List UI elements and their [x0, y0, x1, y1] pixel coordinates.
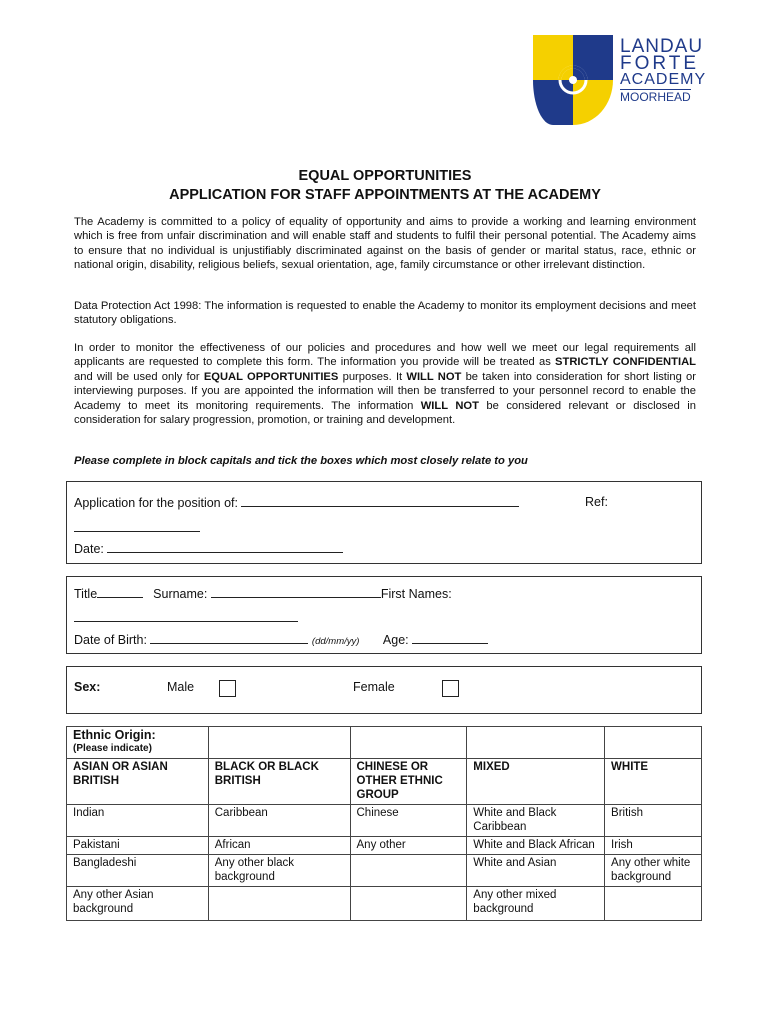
first-names-label: First Names:: [380, 587, 452, 601]
table-row: [67, 855, 702, 887]
instruction-text: Please complete in block capitals and tick the boxes which most closely relate to you: [74, 455, 528, 467]
title-input[interactable]: [97, 586, 143, 598]
table-row: [67, 837, 702, 855]
first-names-input[interactable]: [74, 610, 298, 622]
age-label: Age:: [382, 633, 409, 647]
position-label: Application for the position of:: [74, 496, 238, 510]
monitoring-text-1: In order to monitor the effectiveness of our policies and procedures and how well we meet our legal requirements all applicants are requested to complete this form. The information you provide will be treated as: [74, 342, 696, 369]
logo-line-1: LANDAU: [620, 36, 704, 57]
sex-label: Sex:: [74, 680, 101, 694]
personal-details-box: [66, 576, 702, 654]
page-subtitle: APPLICATION FOR STAFF APPOINTMENTS AT THE ACADEMY: [169, 187, 601, 203]
page-title: EQUAL OPPORTUNITIES: [298, 168, 472, 184]
ethnic-option: [208, 887, 350, 921]
monitoring-paragraph: [74, 341, 696, 427]
dob-label: Date of Birth:: [74, 633, 147, 647]
strictly-confidential-text: STRICTLY CONFIDENTIAL: [555, 356, 696, 369]
ethnic-option[interactable]: Any other: [350, 837, 467, 855]
will-not-text-1: WILL NOT: [406, 370, 462, 383]
logo-line-4: MOORHEAD: [620, 90, 691, 104]
monitoring-text-3: purposes. It: [338, 370, 407, 383]
dob-input[interactable]: [150, 632, 308, 644]
surname-label: Surname:: [153, 587, 208, 601]
ethnic-option[interactable]: African: [208, 837, 350, 855]
ethnic-option[interactable]: Any other black background: [208, 855, 350, 887]
ethnic-option[interactable]: Irish: [605, 837, 702, 855]
ref-input[interactable]: [74, 520, 200, 532]
male-checkbox[interactable]: [219, 680, 236, 697]
column-header: ASIAN OR ASIAN BRITISH: [67, 759, 209, 805]
ethnic-title-row: [67, 727, 702, 759]
ethnic-option[interactable]: White and Black Caribbean: [467, 805, 605, 837]
female-label: Female: [353, 680, 395, 694]
ethnic-title-empty: [350, 727, 467, 759]
ethnic-option[interactable]: Bangladeshi: [67, 855, 209, 887]
ethnic-header-row: [67, 759, 702, 805]
ethnic-option: [350, 855, 467, 887]
monitoring-text-4: be taken into consideration for short listing or interviewing purposes. If you are appointed the information will then be transferred to your personnel record to enable the Academy to meet its monitoring requirements. The information: [74, 370, 696, 412]
ethnic-option[interactable]: Any other white background: [605, 855, 702, 887]
table-row: [67, 887, 702, 921]
ethnic-option[interactable]: Caribbean: [208, 805, 350, 837]
female-checkbox[interactable]: [442, 680, 459, 697]
ethnic-option[interactable]: Chinese: [350, 805, 467, 837]
academy-logo-mark: [533, 35, 613, 125]
date-input[interactable]: [107, 541, 343, 553]
logo-line-3: ACADEMY: [620, 71, 707, 88]
application-box: [66, 481, 702, 564]
first-names-field: [74, 610, 298, 625]
will-not-text-2: WILL NOT: [420, 399, 479, 412]
intro-paragraph: The Academy is committed to a policy of equality of opportunity and aims to provide a working and learning environment which is free from unfair discrimination and will enable staff and students to fulfil their personal potential. The Academy aims to ensure that no individual is unjustifiably discriminated against on the basis of gender or marital status, race, ethnic or national origin, disability, religious beliefs, sexual orientation, age, family circumstance or other irrelevant distinction.: [74, 216, 696, 272]
logo-line-2: FORTE: [620, 53, 700, 74]
ethnic-option[interactable]: British: [605, 805, 702, 837]
equal-opportunities-text: EQUAL OPPORTUNITIES: [203, 370, 339, 383]
data-protection-paragraph: Data Protection Act 1998: The information is requested to enable the Academy to monitor its employment decisions and meet statutory obligations.: [74, 300, 696, 327]
ethnic-origin-table: [66, 726, 702, 921]
title-label: Title: [74, 587, 98, 601]
dob-row: [74, 632, 488, 647]
ethnic-option: [350, 887, 467, 921]
column-header: MIXED: [467, 759, 605, 805]
ethnic-origin-title: Ethnic Origin:: [73, 728, 156, 742]
ethnic-title-empty: [605, 727, 702, 759]
ref-field: [74, 520, 200, 535]
age-input[interactable]: [412, 632, 488, 644]
academy-logo: [533, 35, 713, 125]
column-header: BLACK OR BLACK BRITISH: [208, 759, 350, 805]
ethnic-option[interactable]: White and Asian: [467, 855, 605, 887]
ethnic-option[interactable]: White and Black African: [467, 837, 605, 855]
name-row: [74, 586, 452, 601]
ethnic-title-cell: [67, 727, 209, 759]
ethnic-option[interactable]: Pakistani: [67, 837, 209, 855]
monitoring-text-2: and will be used only for: [74, 370, 204, 383]
monitoring-text-5: be considered relevant or disclosed in consideration for salary progression, promotion, or training and development.: [74, 399, 696, 427]
sex-box: [66, 666, 702, 714]
ethnic-title-empty: [467, 727, 605, 759]
column-header: WHITE: [605, 759, 702, 805]
dob-format-hint: (dd/mm/yy): [311, 636, 360, 647]
ethnic-option[interactable]: Any other mixed background: [467, 887, 605, 921]
date-field: [74, 541, 343, 556]
position-field: [74, 495, 519, 510]
male-label: Male: [167, 680, 195, 694]
ethnic-option[interactable]: Indian: [67, 805, 209, 837]
surname-input[interactable]: [211, 586, 381, 598]
date-label: Date:: [74, 542, 104, 556]
table-row: [67, 805, 702, 837]
ethnic-option: [605, 887, 702, 921]
position-input[interactable]: [241, 495, 519, 507]
ref-label: Ref:: [585, 495, 608, 509]
ethnic-option[interactable]: Any other Asian background: [67, 887, 209, 921]
ethnic-title-empty: [208, 727, 350, 759]
ethnic-origin-subtitle: (Please indicate): [73, 743, 152, 754]
column-header: CHINESE OR OTHER ETHNIC GROUP: [350, 759, 467, 805]
